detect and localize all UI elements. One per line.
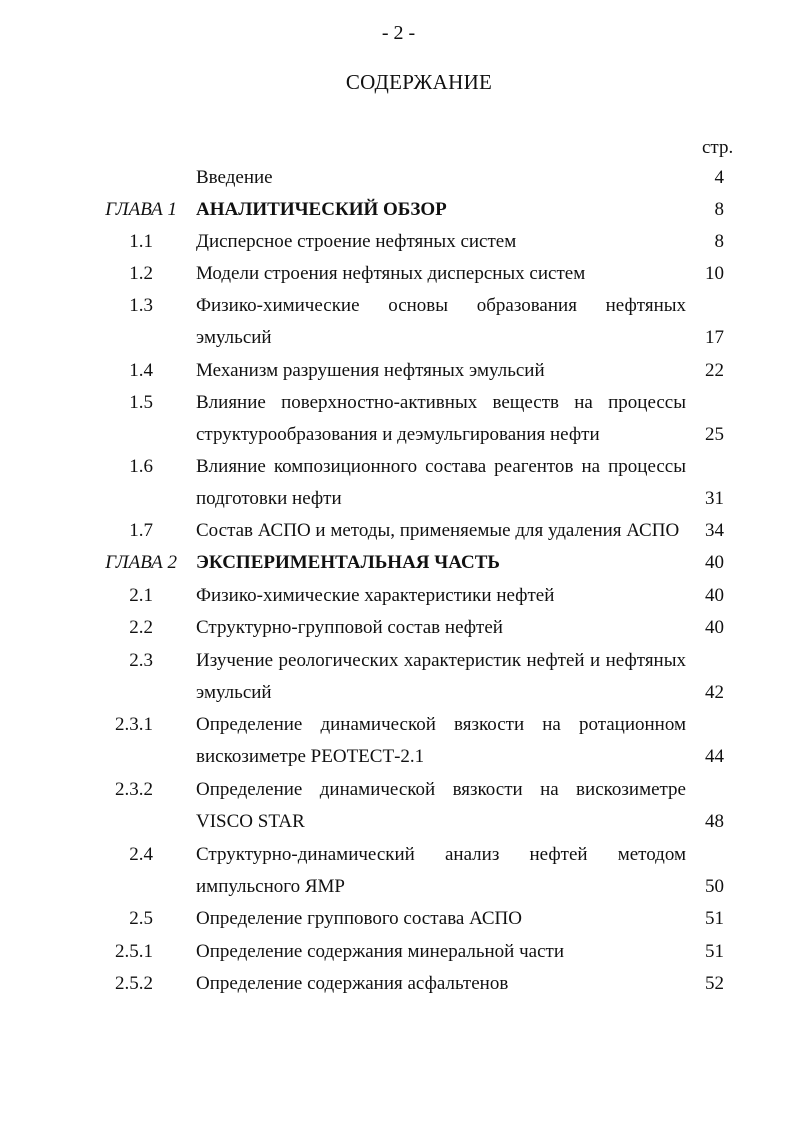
toc-page: 52: [705, 973, 724, 994]
toc-number: 1.7: [129, 520, 153, 541]
toc-page: 22: [705, 360, 724, 381]
toc-chapter-number: ГЛАВА 1: [105, 199, 177, 220]
toc-title: Структурно-динамический анализ нефтей методом: [196, 844, 686, 865]
toc-page: 40: [705, 617, 724, 638]
toc-page: 10: [705, 263, 724, 284]
toc-row: [0, 776, 797, 804]
toc-title: Механизм разрушения нефтяных эмульсий: [196, 360, 545, 381]
toc-title: Определение содержания асфальтенов: [196, 973, 509, 994]
toc-chapter-title: АНАЛИТИЧЕСКИЙ ОБЗОР: [196, 199, 447, 220]
toc-row-continuation: [0, 743, 797, 771]
toc-title: эмульсий: [196, 327, 272, 348]
toc-row: [0, 647, 797, 675]
toc-title: Определение динамической вязкости на вискозиметре: [196, 779, 686, 800]
toc-row-continuation: [0, 679, 797, 707]
toc-title: Определение группового состава АСПО: [196, 908, 522, 929]
toc-page: 40: [705, 552, 724, 573]
toc-row: [0, 357, 797, 385]
toc-title: Дисперсное строение нефтяных систем: [196, 231, 517, 252]
toc-row: [0, 614, 797, 642]
toc-number: 2.3.1: [115, 714, 153, 735]
toc-row: [0, 938, 797, 966]
toc-title: Определение динамической вязкости на ротационном: [196, 714, 686, 735]
toc-title: Физико-химические основы образования нефтяных: [196, 295, 686, 316]
toc-number: 2.2: [129, 617, 153, 638]
toc-number: 1.6: [129, 456, 153, 477]
toc-page: 44: [705, 746, 724, 767]
toc-page: 42: [705, 682, 724, 703]
toc-row: [0, 453, 797, 481]
toc-page: 40: [705, 585, 724, 606]
toc-page: 17: [705, 327, 724, 348]
toc-row-continuation: [0, 808, 797, 836]
toc-page: 48: [705, 811, 724, 832]
page-column-label: стр.: [702, 137, 734, 158]
toc-row-continuation: [0, 873, 797, 901]
toc-page: 25: [705, 424, 724, 445]
toc-title: подготовки нефти: [196, 488, 342, 509]
toc-number: 1.2: [129, 263, 153, 284]
toc-page: 50: [705, 876, 724, 897]
toc-page: 51: [705, 941, 724, 962]
toc-title: Определение содержания минеральной части: [196, 941, 564, 962]
toc-chapter-number: ГЛАВА 2: [105, 552, 177, 573]
toc-number: 2.3.2: [115, 779, 153, 800]
toc-page: 31: [705, 488, 724, 509]
toc-row: [0, 228, 797, 256]
toc-page: 4: [714, 167, 724, 188]
toc-row: [0, 517, 797, 545]
toc-page: 34: [705, 520, 724, 541]
toc-title: Влияние поверхностно-активных веществ на процессы: [196, 392, 686, 413]
toc-title: Влияние композиционного состава реагентов на процессы: [196, 456, 686, 477]
toc-title: Физико-химические характеристики нефтей: [196, 585, 555, 606]
toc-title: импульсного ЯМР: [196, 876, 345, 897]
toc-page: 8: [714, 231, 724, 252]
toc-chapter-row: [0, 196, 797, 224]
toc-number: 1.3: [129, 295, 153, 316]
toc-page: 51: [705, 908, 724, 929]
toc-number: 1.1: [129, 231, 153, 252]
toc-number: 2.3: [129, 650, 153, 671]
toc-title: структурообразования и деэмульгирования нефти: [196, 424, 600, 445]
toc-chapter-row: [0, 549, 797, 577]
toc-title: Изучение реологических характеристик нефтей и нефтяных: [196, 650, 686, 671]
toc-title: Структурно-групповой состав нефтей: [196, 617, 503, 638]
toc-number: 1.5: [129, 392, 153, 413]
toc-row-continuation: [0, 324, 797, 352]
toc-number: 2.5.2: [115, 973, 153, 994]
toc-title: вискозиметре РЕОТЕСТ-2.1: [196, 746, 425, 767]
toc-title: Модели строения нефтяных дисперсных систем: [196, 263, 586, 284]
toc-row-continuation: [0, 485, 797, 513]
toc-row-continuation: [0, 421, 797, 449]
toc-title: эмульсий: [196, 682, 272, 703]
page-title: СОДЕРЖАНИЕ: [345, 70, 493, 94]
toc-row: [0, 905, 797, 933]
toc-row: [0, 711, 797, 739]
toc-title: VISCO STAR: [196, 811, 305, 832]
toc-row: [0, 970, 797, 998]
toc-row: [0, 841, 797, 869]
toc-number: 2.5.1: [115, 941, 153, 962]
toc-title: Введение: [196, 167, 273, 188]
toc-row: [0, 260, 797, 288]
toc-chapter-title: ЭКСПЕРИМЕНТАЛЬНАЯ ЧАСТЬ: [196, 552, 500, 573]
toc-row: [0, 164, 797, 192]
toc-row: [0, 582, 797, 610]
toc-number: 2.5: [129, 908, 153, 929]
toc-number: 1.4: [129, 360, 153, 381]
toc-title: Состав АСПО и методы, применяемые для удаления АСПО: [196, 520, 680, 541]
toc-row: [0, 292, 797, 320]
toc-page: 8: [714, 199, 724, 220]
toc-row: [0, 389, 797, 417]
toc-number: 2.1: [129, 585, 153, 606]
page-number: - 2 -: [381, 22, 416, 44]
toc-number: 2.4: [129, 844, 153, 865]
